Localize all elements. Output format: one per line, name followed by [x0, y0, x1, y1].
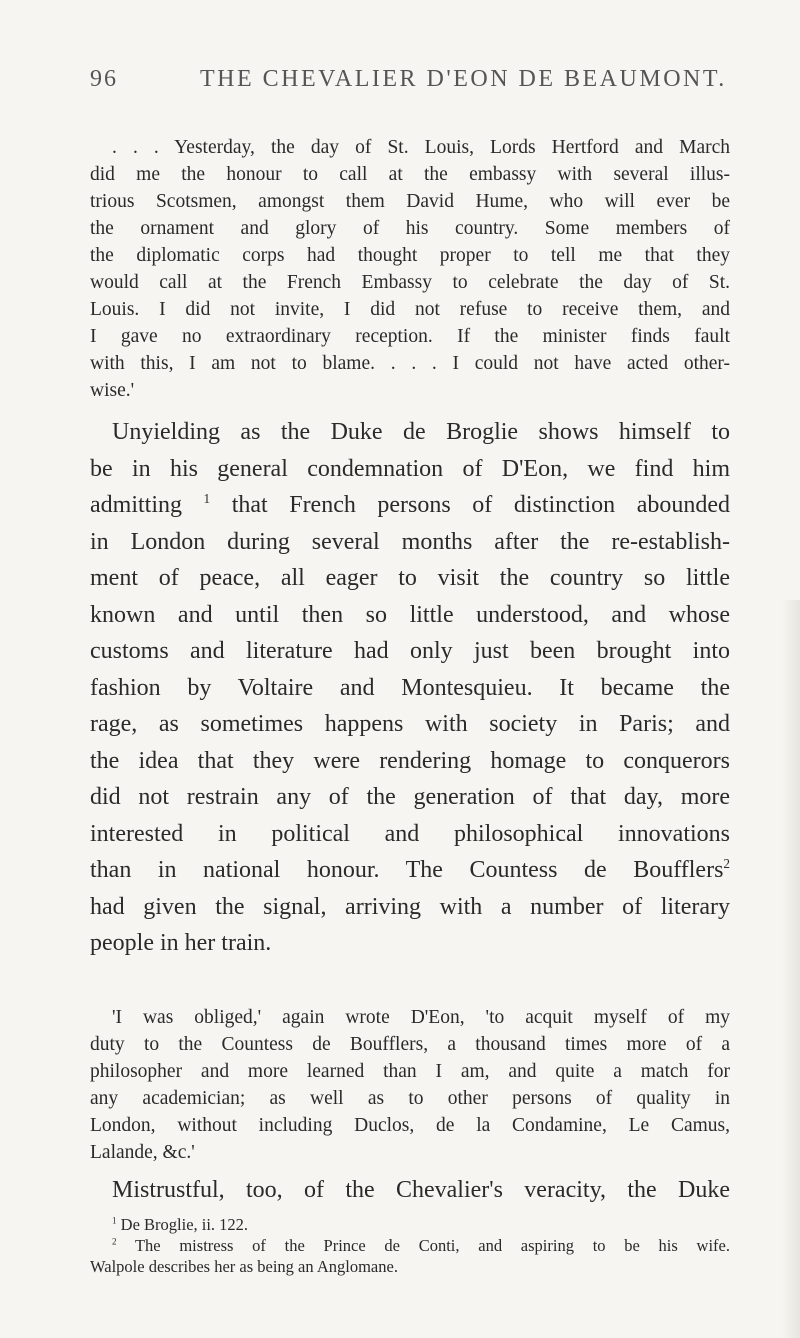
footnote-text: De Broglie, ii. 122.	[120, 1215, 249, 1234]
footnote-mark: 2	[112, 1236, 117, 1247]
text-line: would call at the French Embassy to celebrate the day of St.	[90, 272, 730, 293]
text-line: did me the honour to call at the embassy with several illus-	[90, 164, 730, 185]
text-line: philosopher and more learned than I am, and quite a match for	[90, 1061, 730, 1082]
text-line: duty to the Countess de Boufflers, a thousand times more of a	[90, 1034, 730, 1055]
text-line: be in his general condemnation of D'Eon, we find him	[90, 455, 730, 482]
text-line: in London during several months after the re-establish-	[90, 528, 730, 555]
text-line: wise.'	[90, 380, 135, 401]
text-fragment: admitting	[90, 492, 182, 518]
text-line: did not restrain any of the generation of that day, more	[90, 784, 730, 810]
body-paragraph-2	[90, 1172, 730, 1209]
text-line: interested in political and philosophical innovations	[90, 820, 730, 847]
text-line: the diplomatic corps had thought proper to tell me that they	[90, 245, 730, 266]
text-line: London, without including Duclos, de la Condamine, Le Camus,	[90, 1115, 730, 1136]
page-header	[90, 66, 730, 106]
text-line: known and until then so little understood, and whose	[90, 601, 730, 628]
footnote-text: The mistress of the Prince de Conti, and aspiring to be his wife.	[134, 1236, 730, 1255]
text-line: with this, I am not to blame. . . . I could not have acted other-	[90, 353, 730, 374]
text-line: customs and literature had only just been brought into	[90, 638, 730, 664]
text-line: the ornament and glory of his country. Some members of	[90, 218, 730, 239]
body-paragraph-1	[90, 414, 730, 962]
text-fragment: that French persons of distinction abounded	[231, 492, 730, 518]
page-number: 96	[90, 66, 118, 92]
text-line: 'I was obliged,' again wrote D'Eon, 'to acquit myself of my	[112, 1007, 730, 1028]
quote-paragraph-1	[90, 134, 730, 404]
footnote-1	[90, 1214, 730, 1235]
text-line: Louis. I did not invite, I did not refuse to receive them, and	[90, 299, 730, 320]
text-line: Mistrustful, too, of the Chevalier's veracity, the Duke	[112, 1177, 730, 1203]
text-line: trious Scotsmen, amongst them David Hume, who will ever be	[90, 191, 730, 212]
text-line: rage, as sometimes happens with society in Paris; and	[90, 711, 730, 737]
text-line: . . . Yesterday, the day of St. Louis, Lords Hertford and March	[112, 137, 730, 158]
text-line: people in her train.	[90, 930, 272, 956]
page-edge-shadow	[782, 600, 800, 1338]
footnote-mark: 1	[112, 1215, 117, 1226]
text-line: I gave no extraordinary reception. If the minister finds fault	[90, 326, 730, 347]
text-line: fashion by Voltaire and Montesquieu. It became the	[90, 674, 730, 701]
footnote-2-continued: Walpole describes her as being an Anglomane.	[90, 1257, 398, 1276]
text-fragment: than in national honour. The Countess de Boufflers	[90, 857, 724, 883]
text-line-with-footnote	[90, 487, 730, 524]
footnote-2	[90, 1235, 730, 1256]
text-line: the idea that they were rendering homage to conquerors	[90, 747, 730, 774]
footnote-ref-1: 1	[203, 491, 211, 506]
text-line: had given the signal, arriving with a number of literary	[90, 893, 730, 920]
quote-paragraph-2	[90, 1004, 730, 1166]
text-line: any academician; as well as to other persons of quality in	[90, 1088, 730, 1109]
running-title: THE CHEVALIER D'EON DE BEAUMONT.	[200, 66, 727, 92]
text-line: ment of peace, all eager to visit the country so little	[90, 565, 730, 591]
footnotes	[90, 1214, 730, 1277]
text-line: Lalande, &c.'	[90, 1142, 195, 1163]
text-line: Unyielding as the Duke de Broglie shows himself to	[112, 419, 730, 445]
footnote-ref-2: 2	[723, 856, 730, 871]
text-line-with-footnote	[90, 852, 730, 889]
